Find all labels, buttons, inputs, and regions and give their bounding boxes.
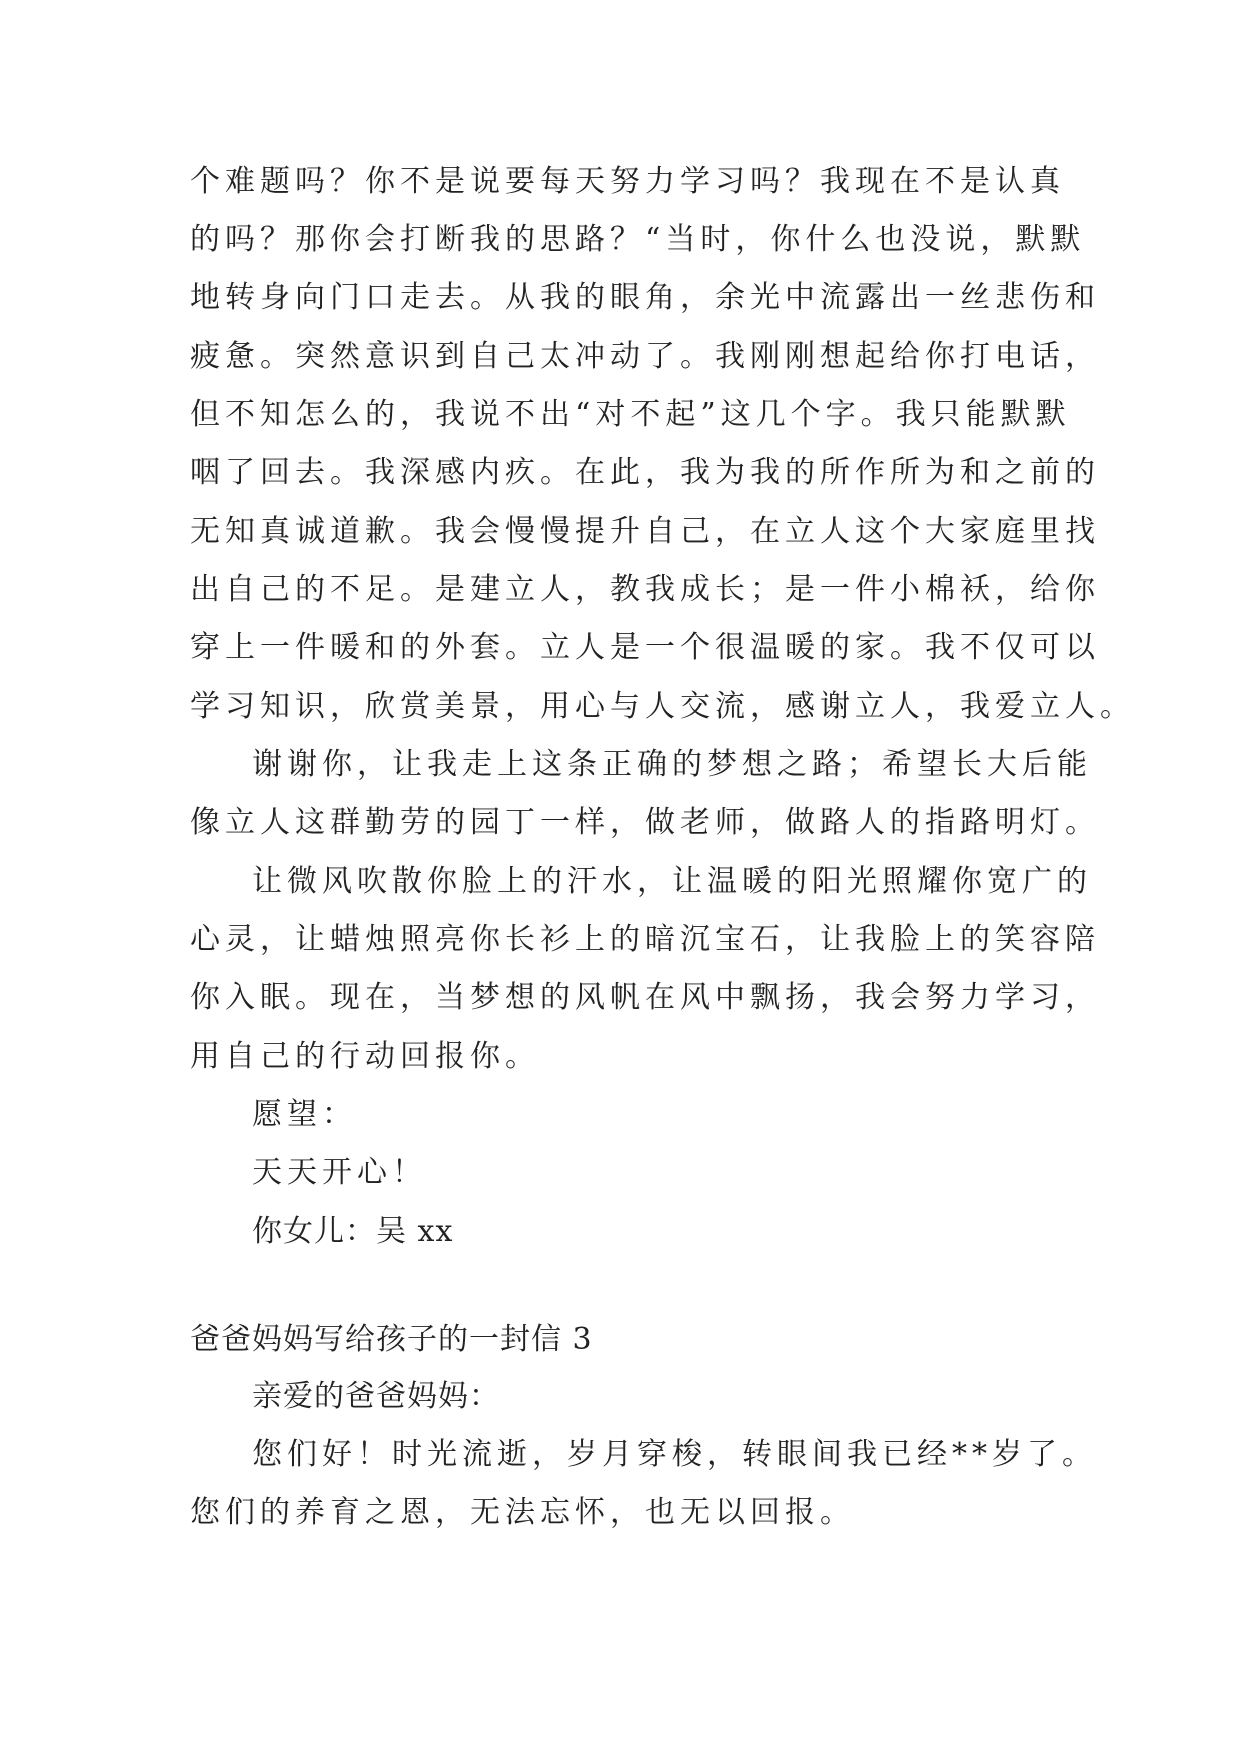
body-line: 疲惫。突然意识到自己太冲动了。我刚刚想起给你打电话， bbox=[190, 339, 1100, 374]
paragraph-line: 你入眠。现在，当梦想的风帆在风中飘扬，我会努力学习， bbox=[190, 980, 1100, 1015]
body-line: 的吗？那你会打断我的思路？“当时，你什么也没说，默默 bbox=[190, 222, 1086, 257]
body-line: 出自己的不足。是建立人，教我成长；是一件小棉袄，给你 bbox=[190, 572, 1100, 607]
body-line: 学习知识，欣赏美景，用心与人交流，感谢立人，我爱立人。 bbox=[190, 689, 1135, 724]
paragraph-line: 谢谢你，让我走上这条正确的梦想之路；希望长大后能 bbox=[252, 747, 1092, 782]
paragraph-line: 您们好！时光流逝，岁月穿梭，转眼间我已经**岁了。 bbox=[252, 1437, 1097, 1472]
body-line: 咽了回去。我深感内疚。在此，我为我的所作所为和之前的 bbox=[190, 455, 1100, 490]
wish-label: 愿望： bbox=[252, 1097, 357, 1132]
paragraph-line: 用自己的行动回报你。 bbox=[190, 1039, 540, 1074]
section-title: 爸爸妈妈写给孩子的一封信 3 bbox=[190, 1322, 593, 1357]
paragraph-line: 让微风吹散你脸上的汗水，让温暖的阳光照耀你宽广的 bbox=[252, 864, 1092, 899]
body-line: 个难题吗？你不是说要每天努力学习吗？我现在不是认真 bbox=[190, 164, 1065, 199]
body-line: 穿上一件暖和的外套。立人是一个很温暖的家。我不仅可以 bbox=[190, 630, 1100, 665]
body-line: 无知真诚道歉。我会慢慢提升自己，在立人这个大家庭里找 bbox=[190, 514, 1100, 549]
wish-text: 天天开心！ bbox=[252, 1155, 427, 1190]
body-line: 地转身向门口走去。从我的眼角，余光中流露出一丝悲伤和 bbox=[190, 280, 1100, 315]
paragraph-line: 像立人这群勤劳的园丁一样，做老师，做路人的指路明灯。 bbox=[190, 805, 1100, 840]
signature: 你女儿：吴 xx bbox=[252, 1214, 454, 1249]
body-line: 但不知怎么的，我说不出“对不起”这几个字。我只能默默 bbox=[190, 397, 1071, 432]
salutation: 亲爱的爸爸妈妈： bbox=[252, 1379, 500, 1414]
paragraph-line: 您们的养育之恩，无法忘怀，也无以回报。 bbox=[190, 1495, 855, 1530]
paragraph-line: 心灵，让蜡烛照亮你长衫上的暗沉宝石，让我脸上的笑容陪 bbox=[190, 922, 1100, 957]
